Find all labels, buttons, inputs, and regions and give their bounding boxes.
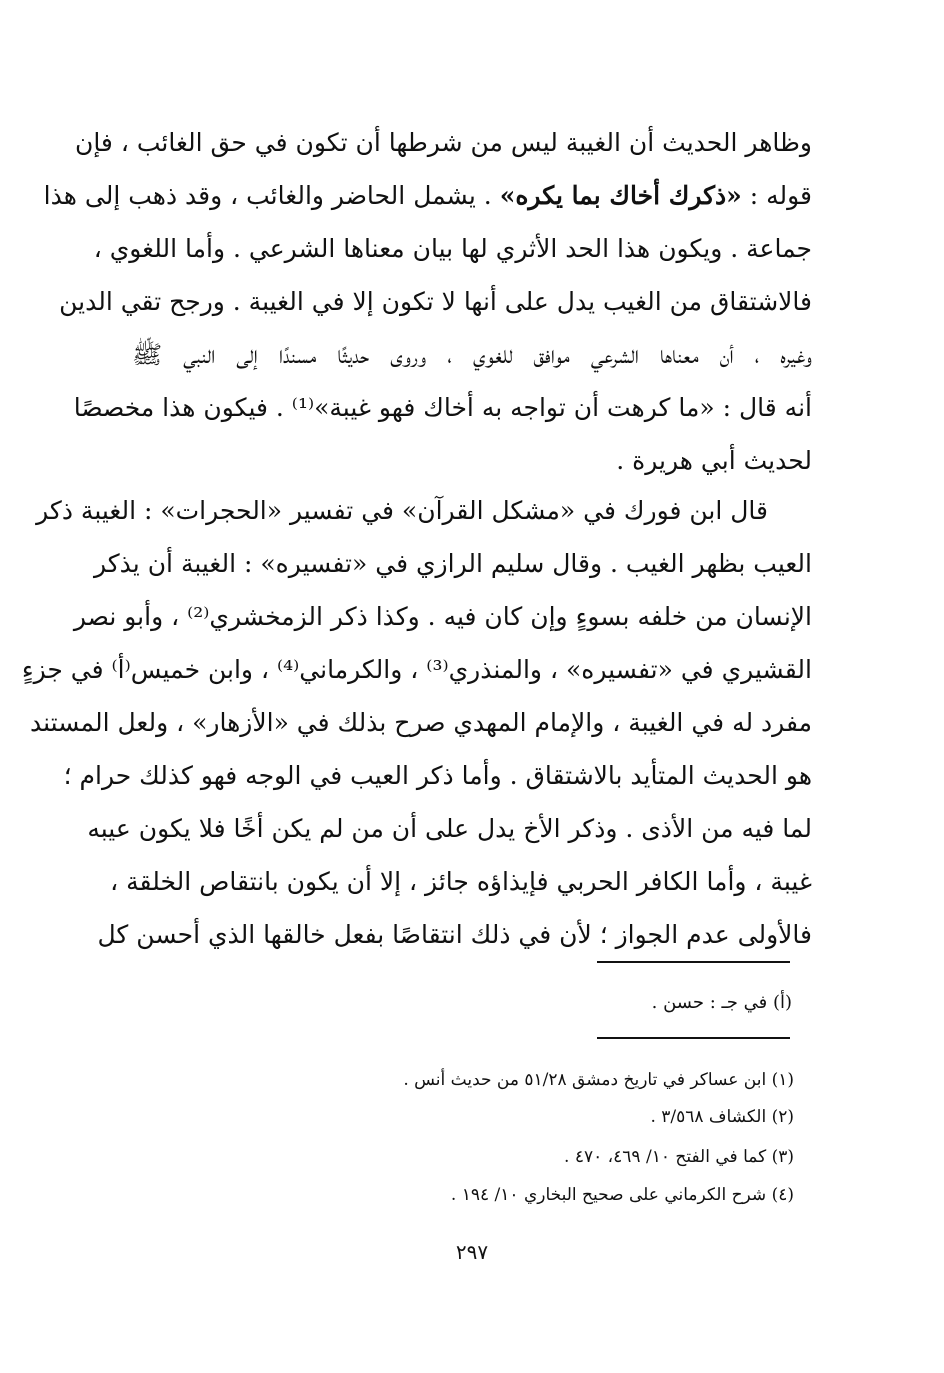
text-line: فالاشتقاق من الغيب يدل على أنها لا تكون إلا في الغيبة . ورجح تقي الدين	[59, 287, 812, 316]
variant-note: (أ) في جـ : حسن .	[651, 992, 792, 1013]
text-line: لما فيه من الأذى . وذكر الأخ يدل على أن من لم يكن أخًا فلا يكون عيبه	[87, 814, 812, 843]
text-line: أنه قال : «ما كرهت أن تواجه به أخاك فهو غيبة»⁽¹⁾ . فيكون هذا مخصصًا	[73, 393, 812, 422]
text-line: غيبة ، وأما الكافر الحربي فإيذاؤه جائز ، إلا أن يكون بانتقاص الخلقة ،	[110, 867, 812, 896]
text-line	[43, 169, 812, 222]
footnote-divider	[597, 1037, 790, 1039]
footnote: (٤) شرح الكرماني على صحيح البخاري ١٠/ ١٩٤ .	[450, 1185, 794, 1205]
text-line: العيب بظهر الغيب . وقال سليم الرازي في «تفسيره» : الغيبة أن يذكر	[93, 549, 812, 578]
text-line: وظاهر الحديث أن الغيبة ليس من شرطها أن تكون في حق الغائب ، فإن	[74, 128, 812, 157]
text-line: لحديث أبي هريرة .	[616, 446, 812, 475]
footnote: (١) ابن عساكر في تاريخ دمشق ٥١/٢٨ من حديث أنس .	[403, 1070, 794, 1090]
paragraph-1	[43, 116, 812, 487]
text-line: فالأولى عدم الجواز ؛ لأن في ذلك انتقاصًا بفعل خالقها الذي أحسن كل	[97, 920, 812, 949]
hadith-quote: «ذكرك أخاك بما يكره»	[499, 181, 742, 210]
text-segment: قوله :	[741, 181, 812, 210]
text-line: قال ابن فورك في «مشكل القرآن» في تفسير «الحجرات» : الغيبة ذكر	[36, 496, 768, 525]
text-line: وغيره ، أن معناها الشرعي موافق للغوي ، وروى حديثًا مسندًا إلى النبي ﷺ	[132, 340, 812, 369]
paragraph-2	[21, 484, 812, 961]
footnote: (٢) الكشاف ٣/٥٦٨ .	[650, 1107, 794, 1127]
text-segment: . يشمل الحاضر والغائب ، وقد ذهب إلى هذا	[43, 181, 500, 210]
text-line: جماعة . ويكون هذا الحد الأثري لها بيان معناها الشرعي . وأما اللغوي ،	[93, 234, 812, 263]
text-line: الإنسان من خلفه بسوءٍ وإن كان فيه . وكذا ذكر الزمخشري⁽²⁾ ، وأبو نصر	[73, 602, 812, 631]
page-number: ٢٩٧	[455, 1240, 489, 1264]
footnote: (٣) كما في الفتح ١٠/ ٤٦٩، ٤٧٠ .	[564, 1147, 794, 1167]
text-line: القشيري في «تفسيره» ، والمنذري⁽³⁾ ، والكرماني⁽⁴⁾ ، وابن خميس⁽أ⁾ في جزءٍ	[21, 655, 812, 684]
text-line: هو الحديث المتأيد بالاشتقاق . وأما ذكر العيب في الوجه فهو كذلك حرام ؛	[63, 761, 812, 790]
variant-divider	[597, 961, 790, 963]
text-line: مفرد له في الغيبة ، والإمام المهدي صرح بذلك في «الأزهار» ، ولعل المستند	[30, 708, 812, 737]
